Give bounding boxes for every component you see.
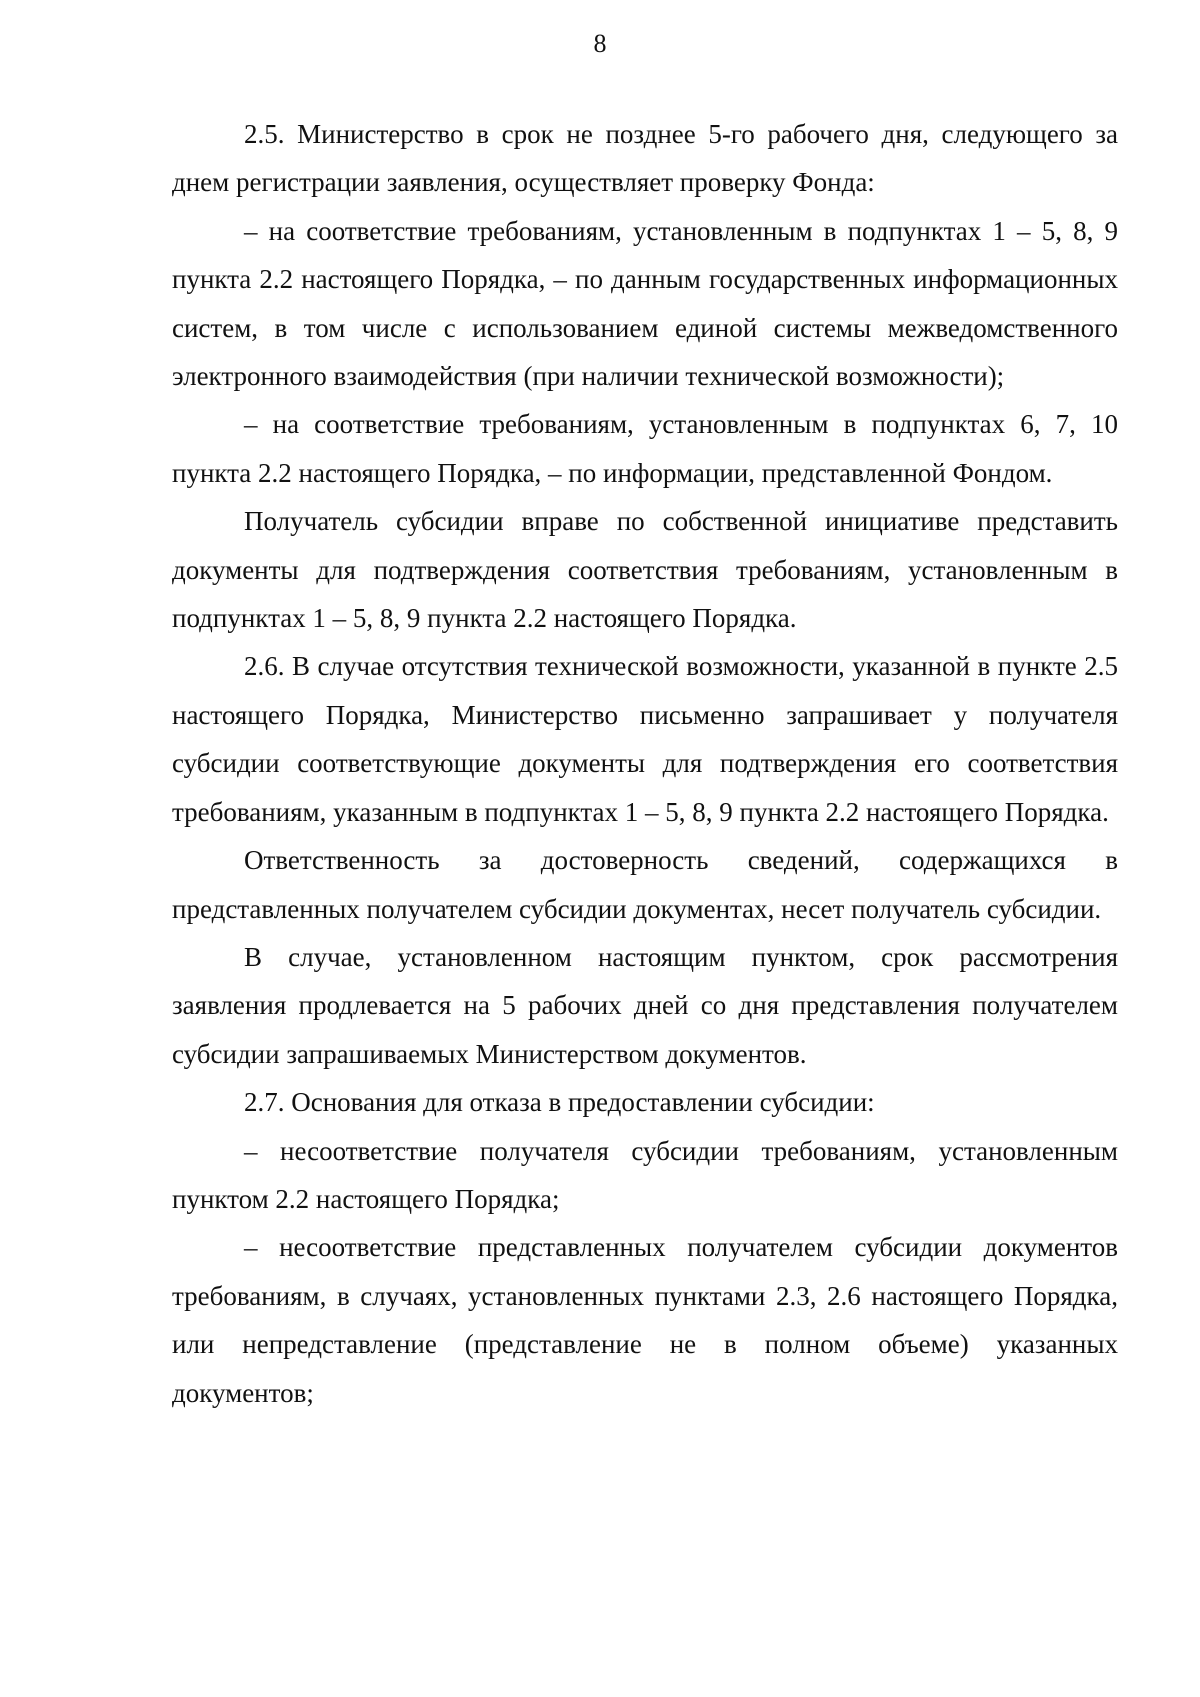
paragraph-check-fund-info: – на соответствие требованиям, установленным в подпунктах 6, 7, 10 пункта 2.2 настоящего Порядка, – по информации, представленной Фондом. <box>172 409 1118 488</box>
paragraph-2-5-intro: 2.5. Министерство в срок не позднее 5-го рабочего дня, следующего за днем регистрации заявления, осуществляет проверку Фонда: <box>172 119 1118 198</box>
page-number: 8 <box>593 29 607 58</box>
paragraph-2-7-heading: 2.7. Основания для отказа в предоставлении субсидии: <box>244 1087 875 1118</box>
paragraph-refusal-ground-2: – несоответствие представленных получателем субсидии документов требованиям, в случаях, установленных пунктами 2.3, 2.6 настоящего Порядка, или непредставление (представление не в полном объеме) указанных документов; <box>172 1232 1118 1408</box>
paragraph-term-extension: В случае, установленном настоящим пунктом, срок рассмотрения заявления продлевается на 5 рабочих дней со дня представления получателем субсидии запрашиваемых Министерством документов. <box>172 941 1118 1069</box>
paragraph-refusal-ground-1: – несоответствие получателя субсидии требованиям, установленным пунктом 2.2 настоящего Порядка; <box>172 1135 1118 1214</box>
document-body <box>172 110 1118 1417</box>
paragraph-check-state-systems: – на соответствие требованиям, установленным в подпунктах 1 – 5, 8, 9 пункта 2.2 настоящего Порядка, – по данным государственных информационных систем, в том числе с использованием единой системы межведомственного электронного взаимодействия (при наличии технической возможности); <box>172 215 1118 392</box>
paragraph-own-initiative: Получатель субсидии вправе по собственной инициативе представить документы для подтверждения соответствия требованиям, установленным в подпунктах 1 – 5, 8, 9 пункта 2.2 настоящего Порядка. <box>172 506 1118 634</box>
paragraph-2-6: 2.6. В случае отсутствия технической возможности, указанной в пункте 2.5 настоящего Порядка, Министерство письменно запрашивает у получателя субсидии соответствующие документы для подтверждения его соответствия требованиям, указанным в подпунктах 1 – 5, 8, 9 пункта 2.2 настоящего Порядка. <box>172 651 1118 827</box>
paragraph-responsibility: Ответственность за достоверность сведений, содержащихся в представленных получателем субсидии документах, несет получатель субсидии. <box>172 845 1118 924</box>
